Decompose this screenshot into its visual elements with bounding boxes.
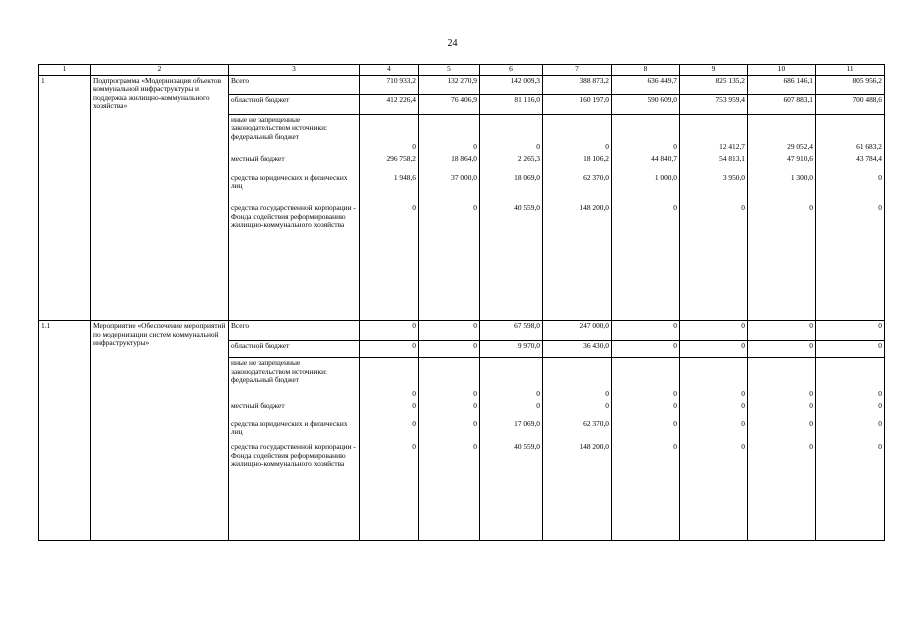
value-cell: 2 265,3 (480, 152, 543, 170)
value-cell: 76 406,9 (419, 95, 480, 115)
source-label: областной бюджет (229, 340, 360, 357)
value-cell: 18 864,0 (419, 152, 480, 170)
value-cell: 40 559,0 (480, 201, 543, 321)
header-cell: 2 (91, 65, 229, 76)
value-cell: 61 683,2 (816, 114, 885, 152)
value-cell: 0 (612, 114, 680, 152)
value-cell: 0 (748, 321, 816, 341)
value-cell: 0 (480, 399, 543, 416)
value-cell: 0 (612, 399, 680, 416)
header-cell: 4 (360, 65, 419, 76)
value-cell: 142 009,3 (480, 75, 543, 95)
value-cell: 0 (748, 340, 816, 357)
budget-table (38, 64, 885, 541)
header-cell: 8 (612, 65, 680, 76)
header-cell: 6 (480, 65, 543, 76)
table-row (39, 75, 885, 95)
value-cell: 18 106,2 (543, 152, 612, 170)
value-cell: 412 226,4 (360, 95, 419, 115)
value-cell: 0 (748, 417, 816, 441)
value-cell: 0 (360, 417, 419, 441)
other-sources-intro: иные не запрещенные законодательством источники: (231, 358, 328, 376)
value-cell: 148 200,0 (543, 201, 612, 321)
value-cell: 67 598,0 (480, 321, 543, 341)
value-cell: 0 (748, 440, 816, 540)
value-cell: 0 (543, 358, 612, 399)
value-cell: 590 609,0 (612, 95, 680, 115)
value-cell: 0 (816, 321, 885, 341)
row-code: 1 (39, 75, 91, 321)
source-label: Всего (229, 75, 360, 95)
value-cell: 0 (480, 114, 543, 152)
value-cell: 0 (680, 440, 748, 540)
source-label: средства государственной корпорации - Фонда содействия реформированию жилищно-коммунального хозяйства (229, 440, 360, 540)
value-cell: 62 370,0 (543, 417, 612, 441)
value-cell: 0 (748, 201, 816, 321)
value-cell: 36 430,0 (543, 340, 612, 357)
page-number: 24 (447, 38, 458, 49)
value-cell: 753 959,4 (680, 95, 748, 115)
row-description: Подпрограмма «Модернизация объектов коммунальной инфраструктуры и поддержка жилищно-коммунального хозяйства» (91, 75, 229, 321)
value-cell: 47 910,6 (748, 152, 816, 170)
header-cell: 10 (748, 65, 816, 76)
value-cell: 0 (816, 340, 885, 357)
value-cell: 132 270,9 (419, 75, 480, 95)
value-cell: 9 970,0 (480, 340, 543, 357)
value-cell: 62 370,0 (543, 171, 612, 201)
value-cell: 44 840,7 (612, 152, 680, 170)
value-cell: 0 (612, 358, 680, 399)
value-cell: 0 (419, 114, 480, 152)
value-cell: 1 948,6 (360, 171, 419, 201)
value-cell: 0 (816, 201, 885, 321)
value-cell: 0 (612, 201, 680, 321)
value-cell: 700 488,6 (816, 95, 885, 115)
value-cell: 0 (360, 201, 419, 321)
source-label: средства государственной корпорации - Фонда содействия реформированию жилищно-коммунального хозяйства (229, 201, 360, 321)
value-cell: 0 (419, 358, 480, 399)
value-cell: 0 (419, 321, 480, 341)
table-row (39, 321, 885, 341)
value-cell: 0 (748, 358, 816, 399)
value-cell: 636 449,7 (612, 75, 680, 95)
value-cell: 0 (680, 201, 748, 321)
value-cell: 1 000,0 (612, 171, 680, 201)
value-cell: 0 (612, 440, 680, 540)
value-cell: 37 000,0 (419, 171, 480, 201)
value-cell: 0 (680, 399, 748, 416)
value-cell: 0 (680, 417, 748, 441)
value-cell: 0 (612, 340, 680, 357)
value-cell: 805 956,2 (816, 75, 885, 95)
value-cell: 0 (748, 399, 816, 416)
header-cell: 7 (543, 65, 612, 76)
value-cell: 43 784,4 (816, 152, 885, 170)
header-cell: 11 (816, 65, 885, 76)
value-cell: 0 (419, 440, 480, 540)
value-cell: 0 (480, 358, 543, 399)
value-cell: 0 (543, 399, 612, 416)
source-label: Всего (229, 321, 360, 341)
source-label: областной бюджет (229, 95, 360, 115)
value-cell: 825 135,2 (680, 75, 748, 95)
value-cell: 0 (360, 440, 419, 540)
value-cell: 0 (360, 399, 419, 416)
header-row (39, 65, 885, 76)
value-cell: 148 200,0 (543, 440, 612, 540)
value-cell: 3 950,0 (680, 171, 748, 201)
value-cell: 686 146,1 (748, 75, 816, 95)
header-cell: 3 (229, 65, 360, 76)
row-code: 1.1 (39, 321, 91, 541)
value-cell: 0 (816, 399, 885, 416)
value-cell: 160 197,0 (543, 95, 612, 115)
value-cell: 0 (419, 340, 480, 357)
value-cell: 0 (360, 321, 419, 341)
value-cell: 0 (360, 358, 419, 399)
source-label (229, 358, 360, 399)
value-cell: 0 (680, 358, 748, 399)
value-cell: 0 (680, 340, 748, 357)
value-cell: 0 (360, 340, 419, 357)
header-cell: 5 (419, 65, 480, 76)
source-label (229, 114, 360, 152)
value-cell: 12 412,7 (680, 114, 748, 152)
value-cell: 247 000,0 (543, 321, 612, 341)
value-cell: 0 (612, 417, 680, 441)
source-label: средства юридических и физических лиц (229, 171, 360, 201)
header-cell: 1 (39, 65, 91, 76)
value-cell: 1 300,0 (748, 171, 816, 201)
value-cell: 710 933,2 (360, 75, 419, 95)
value-cell: 0 (612, 321, 680, 341)
source-label: местный бюджет (229, 399, 360, 416)
value-cell: 0 (360, 114, 419, 152)
value-cell: 0 (816, 417, 885, 441)
federal-budget-label: федеральный бюджет (231, 131, 300, 141)
value-cell: 0 (816, 440, 885, 540)
federal-budget-label: федеральный бюджет (231, 375, 300, 385)
value-cell: 0 (680, 321, 748, 341)
value-cell: 18 069,0 (480, 171, 543, 201)
value-cell: 0 (419, 201, 480, 321)
value-cell: 29 052,4 (748, 114, 816, 152)
value-cell: 296 758,2 (360, 152, 419, 170)
value-cell: 0 (816, 171, 885, 201)
value-cell: 81 116,0 (480, 95, 543, 115)
other-sources-intro: иные не запрещенные законодательством источники: (231, 114, 328, 133)
source-label: местный бюджет (229, 152, 360, 170)
header-cell: 9 (680, 65, 748, 76)
value-cell: 40 559,0 (480, 440, 543, 540)
source-label: средства юридических и физических лиц (229, 417, 360, 441)
value-cell: 54 813,1 (680, 152, 748, 170)
value-cell: 0 (419, 399, 480, 416)
value-cell: 388 873,2 (543, 75, 612, 95)
value-cell: 0 (419, 417, 480, 441)
value-cell: 17 069,0 (480, 417, 543, 441)
value-cell: 607 883,1 (748, 95, 816, 115)
value-cell: 0 (543, 114, 612, 152)
value-cell: 0 (816, 358, 885, 399)
row-description: Мероприятие «Обеспечение мероприятий по модернизации систем коммунальной инфраструктуры» (91, 321, 229, 541)
